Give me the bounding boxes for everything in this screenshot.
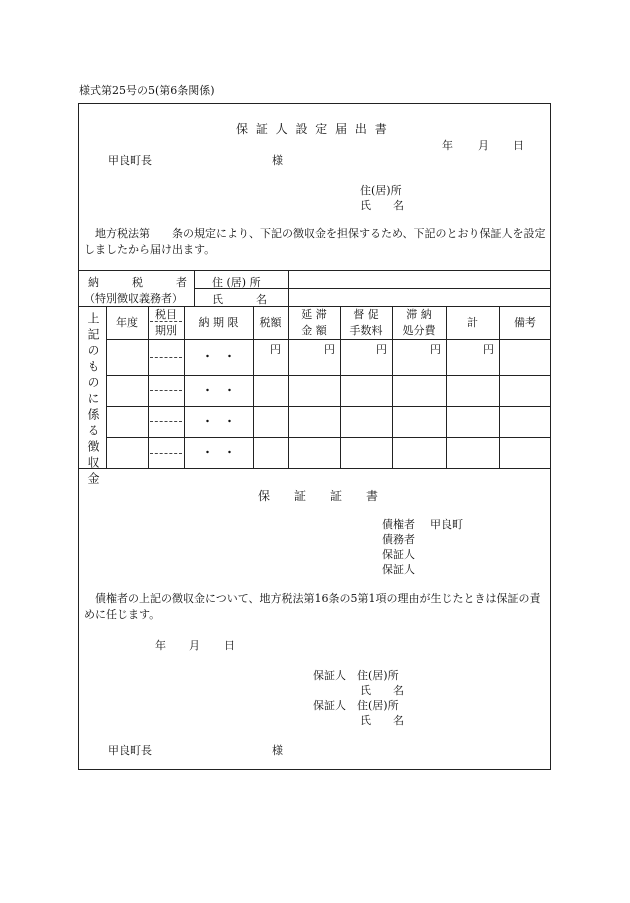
form-number: 様式第25号の5(第6条関係) xyxy=(79,84,215,97)
header-tax-amount: 税額 xyxy=(259,316,282,329)
table-side-label: 上記のものに係る徴収金 xyxy=(86,312,100,488)
guarantee-body: 債権者の上記の徴収金について、地方税法第16条の5第1項の理由が生じたときは保証の責めに任じます。 xyxy=(84,592,541,621)
applicant-address-label: 住(居)所 xyxy=(360,184,402,197)
yen-unit-tax: 円 xyxy=(270,343,281,356)
date-month: 月 xyxy=(478,139,489,152)
yen-unit-dunning: 円 xyxy=(376,343,387,356)
due-date-row-4: ・ ・ xyxy=(202,446,235,459)
guarantor-address-1: 保証人 住(居)所 xyxy=(313,669,399,682)
date-year: 年 xyxy=(442,139,453,152)
header-remarks: 備考 xyxy=(514,316,536,329)
guarantee-date-day: 日 xyxy=(224,639,235,652)
guarantee-date-month: 月 xyxy=(189,639,200,652)
guarantee-title: 保 証 証 書 xyxy=(258,489,379,503)
addressee-honorific: 様 xyxy=(272,154,283,167)
header-dunning-1: 督 促 xyxy=(353,308,379,321)
header-delinquency-2: 金 額 xyxy=(301,324,327,337)
debtor-label: 債務者 xyxy=(382,533,415,546)
header-disposal-1: 滞 納 xyxy=(406,308,432,321)
creditor-name: 甲良町 xyxy=(430,518,463,531)
applicant-name-label: 氏 名 xyxy=(360,199,404,212)
form-title: 保 証 人 設 定 届 出 書 xyxy=(236,122,389,136)
yen-unit-delinquency: 円 xyxy=(324,343,335,356)
guarantor-label-2: 保証人 xyxy=(382,563,415,576)
date-day: 日 xyxy=(513,139,524,152)
yen-unit-disposal: 円 xyxy=(430,343,441,356)
header-delinquency-1: 延 滞 xyxy=(301,308,327,321)
taxpayer-name-label: 氏 名 xyxy=(212,293,267,306)
intro-text: 地方税法第 条の規定により、下記の徴収金を担保するため、下記のとおり保証人を設定しましたから届け出ます。 xyxy=(84,227,546,256)
due-date-row-2: ・ ・ xyxy=(202,384,235,397)
header-year: 年度 xyxy=(116,316,138,329)
header-due: 納 期 限 xyxy=(198,316,239,329)
guarantee-date-year: 年 xyxy=(155,639,166,652)
addressee-name: 甲良町長 xyxy=(108,154,152,167)
taxpayer-label: 納 税 者 xyxy=(88,276,187,289)
creditor-label: 債権者 xyxy=(382,518,415,531)
header-period: 期別 xyxy=(155,324,177,337)
footer-addressee-honorific: 様 xyxy=(272,744,283,757)
due-date-row-3: ・ ・ xyxy=(202,415,235,428)
due-date-row-1: ・ ・ xyxy=(202,350,235,363)
guarantor-name-2: 氏 名 xyxy=(360,714,404,727)
yen-unit-total: 円 xyxy=(483,343,494,356)
taxpayer-address-label: 住 (居) 所 xyxy=(212,276,261,289)
header-total: 計 xyxy=(467,316,478,329)
header-disposal-2: 処分費 xyxy=(402,324,436,337)
footer-addressee-name: 甲良町長 xyxy=(108,744,152,757)
guarantor-name-1: 氏 名 xyxy=(360,684,404,697)
header-tax-item: 税目 xyxy=(155,308,177,321)
guarantor-address-2: 保証人 住(居)所 xyxy=(313,699,399,712)
header-dunning-2: 手数料 xyxy=(349,324,383,337)
guarantor-label-1: 保証人 xyxy=(382,548,415,561)
special-collector-label: （特別徴収義務者） xyxy=(84,292,183,305)
